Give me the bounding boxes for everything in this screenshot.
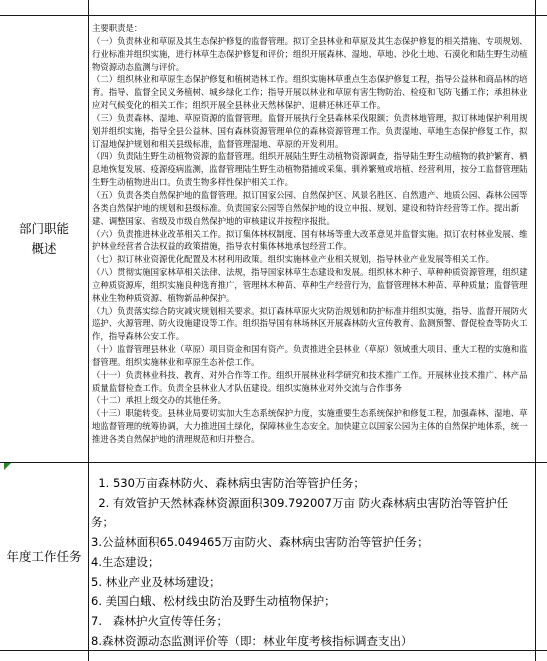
empty-cell[interactable] [536,463,547,651]
row-label-cell-department-functions[interactable] [0,16,89,463]
duty-paragraph: （六）负责推进林业改革相关工作。拟订集体林权制度、国有林场等重大改革意见并监督实施。拟订农村林业发展、维护林业经营者合法权益的政策措施，指导农村集体林地承包经营工作。 [92,228,528,252]
empty-cell[interactable] [536,651,547,661]
duty-paragraph: （八）贯彻实施国家林草相关法律、法规，指导国家林草生态建设和发展。组织林木种子、草种种质资源管理，组织建立种质资源库，组织实施良种选育推广，管理林木种苗、草种生产经营行为，监督管理林木种苗、草种质量；监督管理林业生物种质资源、植物新品种保护。 [92,267,528,303]
duty-paragraph: （九）负责落实综合防灾减灾规划相关要求。拟订森林草原火灾防治规划和防护标准并组织实施，指导、监督开展防火巡护、火源管理、防火设施建设等工作。组织指导国有林场林区开展森林防火宣传教育、监测预警、督促检查等防火工作，指导森林公安工作。 [92,305,528,342]
duty-paragraph: （五）负责各类自然保护地的监督管理。拟订国家公园、自然保护区、风景名胜区、自然遗产、地质公园、森林公园等各类自然保护地的规划和县级标准。负责国家公园等自然保护地的设立申报、规划、建设和特许经营等工作。提出新建、调整国家、省级及市级自然保护地的审核建议并按程序报批。 [92,189,528,226]
row-label-annual-tasks: 年度工作任务 [6,548,82,564]
task-item: 4.生态建设； [91,554,160,569]
duty-paragraph: （四）负责陆生野生动植物资源的监督管理。组织开展陆生野生动植物资源调查，指导陆生野生动植物的救护繁育、栖息地恢复发展、疫源疫病监测，监督管理陆生野生动植物猎捕或采集、驯养繁殖或培植、经营利用，按分工监督管理陆生野生动植物进出口。负责生物多样性保护相关工作。 [92,151,528,188]
duty-paragraph: （十二）承担上级交办的其他任务。 [92,395,226,406]
empty-cell[interactable] [89,651,536,661]
task-item: 6. 美国白蛾、松材线虫防治及野生动植物保护； [91,594,336,609]
empty-cell[interactable] [536,16,547,463]
task-item: 3.公益林面积65.049465万亩防火、森林病虫害防治等管护任务； [91,535,429,550]
empty-cell[interactable] [0,0,89,16]
annual-tasks-cell[interactable] [89,463,536,651]
duty-paragraph: （一）负责林业和草原及其生态保护修复的监督管理。拟订全县林业和草原及其生态保护修复的相关措施、专项规划、行业标准并组织实施，进行林草生态保护修复和评价；组织开展森林、湿地、草地、沙化土地、石漠化和陆生野生动植物资源动态监测与评价。 [92,35,528,72]
duty-paragraph: （十）监督管理县林业（草原）项目资金和国有资产。负责推进全县林业（草原）领域重大项目、重大工程的实施和监督管理。组织实施林业和草原生态补偿工作。 [92,344,528,367]
green-triangle-icon [4,463,11,470]
row-label-cell-annual-tasks[interactable] [0,463,89,651]
task-item: 2. 有效管护天然林森林资源面积309.792007万亩 防火森林病虫害防治等管护任务； [91,495,509,530]
task-item: 7. 森林护火宣传等任务； [91,613,228,628]
department-functions-cell[interactable] [89,16,536,463]
duty-paragraph: （三）负责森林、湿地、草原资源的监督管理。监督开展执行全县森林采伐限额；负责林地管理，拟订林地保护利用规划并组织实施，指导全县公益林、国有森林资源管理单位的森林资源管理工作。负责湿地、草地生态保护修复工作，拟订湿地保护规划和相关县级标准，监督管理湿地、草原的开发利用。 [92,112,528,149]
duties-heading: 主要职责是： [92,23,143,33]
duty-paragraph: （十三）职能转变。县林业局要切实加大生态系统保护力度，实施重要生态系统保护和修复工程，加强森林、湿地、草地监督管理的统筹协调，大力推进国土绿化，保障林业生态安全。加快建立以国家公园为主体的自然保护地体系，统一推进各类自然保护地的清理规范和归并整合。 [92,408,528,444]
row-label-department-functions: 部门职能 概述 [18,221,69,256]
task-item: 8.森林资源动态监测评价等（即：林业年度考核指标调查支出） [91,633,413,648]
empty-cell[interactable] [0,651,89,661]
empty-cell[interactable] [89,0,536,16]
duty-paragraph: （二）组织林业和草原生态保护修复和植树造林工作。组织实施林草重点生态保护修复工程，指导公益林和商品林的培育。指导、监督全民义务植树、城乡绿化工作；指导开展以林业和草原有害生物防治、检疫和飞防飞播工作；承担林业应对气候变化的相关工作；组织开展全县林业天然林保护、退耕还林还草工作。 [92,74,528,111]
duty-paragraph: （七）拟订林业资源优化配置及木材利用政策。组织实施林业产业相关规划，指导林业产业发展等相关工作。 [92,254,494,265]
duty-paragraph: （十一）负责林业科技、教育、对外合作等工作。组织开展林业科学研究和技术推广工作。开展林业技术推广、林产品质量监督检查工作。负责全县林业人才队伍建设。组织实施林业对外交流与合作事务 [92,369,528,393]
task-item: 5. 林业产业及林场建设； [91,574,221,589]
task-item: 1. 530万亩森林防火、森林病虫害防治等管护任务； [91,476,365,490]
empty-cell[interactable] [536,0,547,16]
